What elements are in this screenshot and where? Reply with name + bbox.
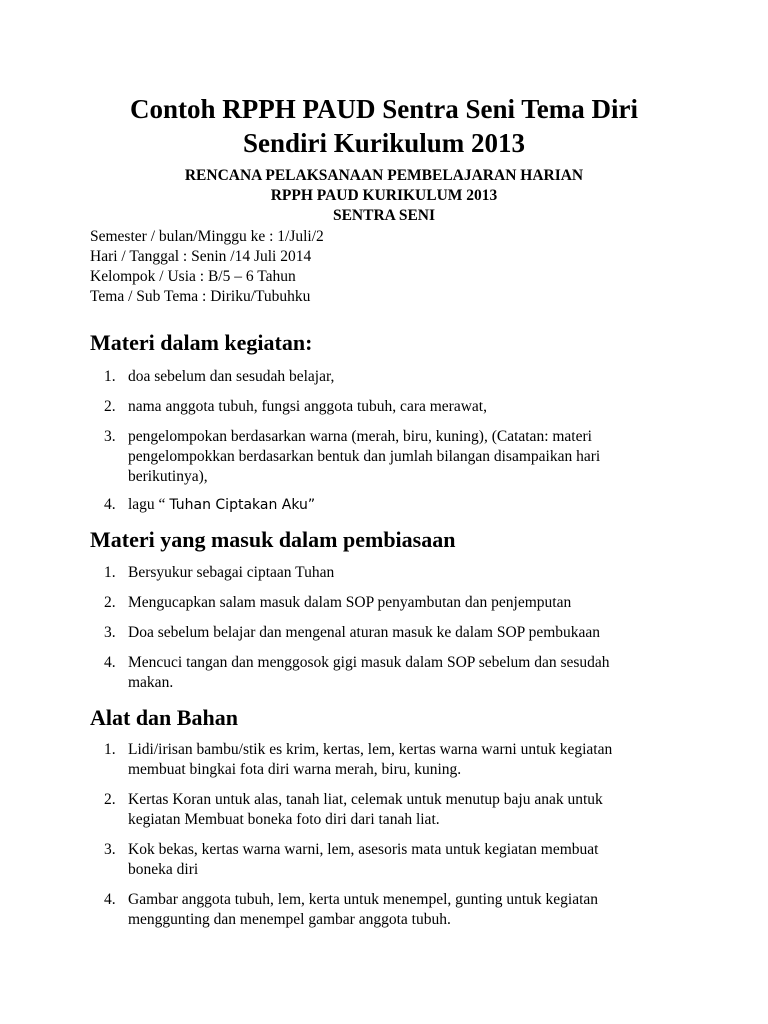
list-item-text: Mencuci tangan dan menggosok gigi masuk dalam SOP sebelum dan sesudah makan.	[128, 654, 610, 691]
list-item-number: 3.	[104, 624, 116, 641]
list-item-text: doa sebelum dan sesudah belajar,	[128, 368, 335, 385]
list-item-text: nama anggota tubuh, fungsi anggota tubuh, cara merawat,	[128, 398, 487, 415]
list-item-number: 1.	[104, 368, 116, 385]
list-item-text: Gambar anggota tubuh, lem, kerta untuk menempel, gunting untuk kegiatan menggunting dan menempel gambar anggota tubuh.	[128, 891, 599, 928]
list-item-text: Bersyukur sebagai ciptaan Tuhan	[128, 564, 335, 581]
list-item-number: 4.	[104, 496, 116, 513]
list-item-number: 2.	[104, 594, 116, 611]
subheading-3: SENTRA SENI	[332, 207, 436, 224]
meta-group: Kelompok / Usia : B/5 – 6 Tahun	[90, 268, 296, 285]
list-item-number: 4.	[104, 891, 116, 908]
list-item-text: pengelompokan berdasarkan warna (merah, biru, kuning), (Catatan: materi pengelompokkan berdasarkan bentuk dan jumlah bilangan disampaikan hari berikutinya),	[128, 428, 601, 485]
list-item-text: Kok bekas, kertas warna warni, lem, asesoris mata untuk kegiatan membuat boneka diri	[128, 841, 599, 878]
list-item-number: 3.	[104, 841, 116, 858]
page-title	[90, 92, 678, 160]
list-item-number: 3.	[104, 428, 116, 445]
section-title-materi-kegiatan: Materi dalam kegiatan:	[90, 330, 313, 355]
meta-info	[90, 227, 324, 307]
title-line-2: Sendiri Kurikulum 2013	[242, 128, 526, 158]
meta-date: Hari / Tanggal : Senin /14 Juli 2014	[90, 248, 312, 265]
section-title-alat-bahan: Alat dan Bahan	[90, 705, 238, 730]
meta-semester: Semester / bulan/Minggu ke : 1/Juli/2	[90, 228, 324, 245]
section-title-materi-pembiasaan: Materi yang masuk dalam pembiasaan	[90, 527, 456, 552]
list-item-number: 1.	[104, 564, 116, 581]
list-item-number: 2.	[104, 398, 116, 415]
list-item-text: Kertas Koran untuk alas, tanah liat, celemak untuk menutup baju anak untuk kegiatan Membuat boneka foto diri dari tanah liat.	[128, 791, 603, 828]
meta-theme: Tema / Sub Tema : Diriku/Tubuhku	[90, 288, 311, 305]
list-item-text: lagu “ Tuhan Ciptakan Aku”	[128, 496, 316, 513]
list-item-text: Doa sebelum belajar dan mengenal aturan masuk ke dalam SOP pembukaan	[128, 624, 601, 641]
list-item-number: 4.	[104, 654, 116, 671]
title-line-1: Contoh RPPH PAUD Sentra Seni Tema Diri	[129, 94, 638, 124]
subheading-1: RENCANA PELAKSANAAN PEMBELAJARAN HARIAN	[184, 167, 584, 184]
list-item-text: Lidi/irisan bambu/stik es krim, kertas, lem, kertas warna warni untuk kegiatan membuat bingkai fota diri warna merah, biru, kuning.	[128, 741, 613, 778]
subheading-2: RPPH PAUD KURIKULUM 2013	[270, 187, 498, 204]
list-item-text: Mengucapkan salam masuk dalam SOP penyambutan dan penjemputan	[128, 594, 572, 611]
subheadings	[90, 166, 678, 226]
list-item-number: 1.	[104, 741, 116, 758]
list-item-number: 2.	[104, 791, 116, 808]
